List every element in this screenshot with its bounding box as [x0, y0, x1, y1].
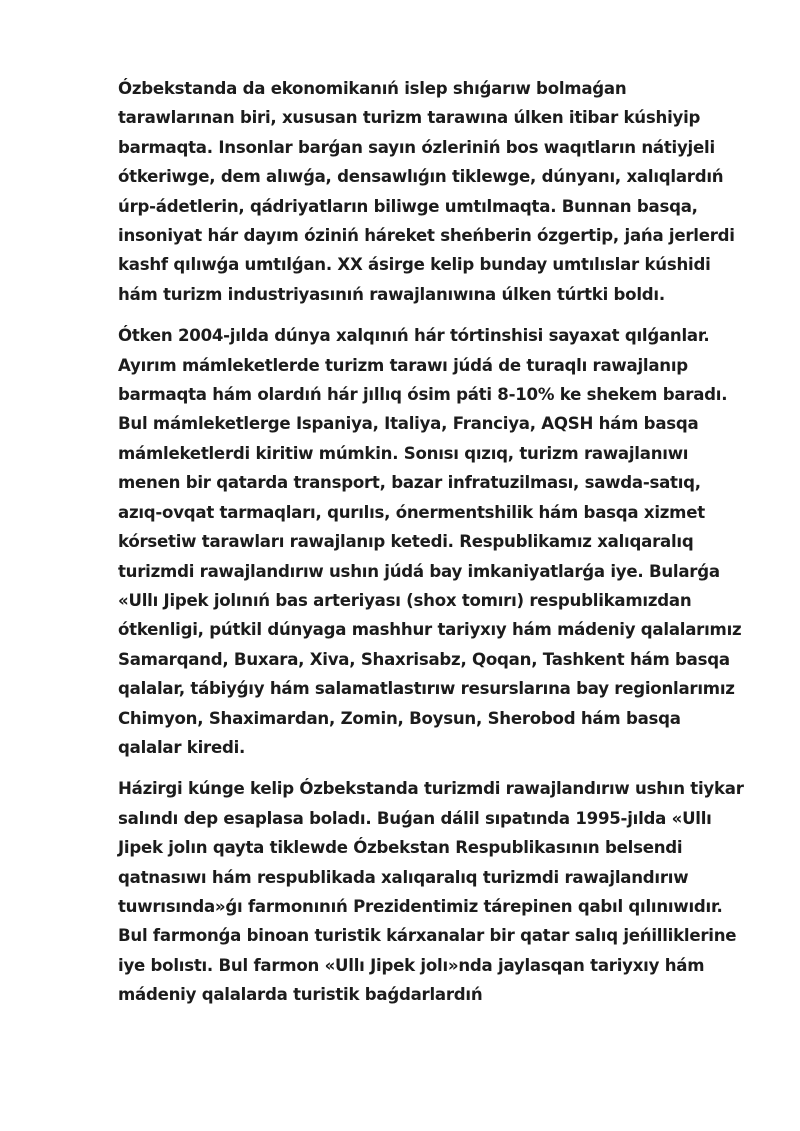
document-page	[118, 74, 746, 1022]
paragraph-tourism-intro: Ózbekstanda da ekonomikanıń islep shıǵarıw bolmaǵan tarawlarınan biri, xususan turizm tarawına úlken itibar kúshiyip barmaqta. Insonlar barǵan sayın ózleriniń bos waqıtların nátiyjeli ótkeriwge, dem alıwǵa, densawlıǵın tiklewge, dúnyanı, xalıqlardıń úrp-ádetlerin, qádriyatların biliwge umtılmaqta. Bunnan basqa, insoniyat hár dayım óziniń háreket sheńberin ózgertip, jańa jerlerdi kashf qılıwǵa umtılǵan. XX ásirge kelip bunday umtılıslar kúshidi hám turizm industriyasınıń rawajlanıwına úlken túrtki boldı.	[118, 79, 735, 304]
paragraph-tourism-uzbekistan: Házirgi kúnge kelip Ózbekstanda turizmdi rawajlandırıw ushın tiykar salındı dep esaplasa boladı. Buǵan dálil sıpatında 1995-jılda «Ullı Jipek jolın qayta tiklewde Ózbekstan Respublikasının belsendi qatnasıwı hám respublikada xalıqaralıq turizmdi rawajlandırıw tuwrısında»ǵı farmonınıń Prezidentimiz tárepinen qabıl qılınıwıdır. Bul farmonǵa binoan turistik kárxanalar bir qatar salıq jeńilliklerine iye bolıstı. Bul farmon «Ullı Jipek jolı»nda jaylasqan tariyxıy hám mádeniy qalalarda turistik baǵdarlardıń	[118, 779, 744, 1005]
paragraph-tourism-growth: Ótken 2004-jılda dúnya xalqınıń hár tórtinshisi sayaxat qılǵanlar. Ayırım mámleketlerde turizm tarawı júdá de turaqlı rawajlanıp barmaqta hám olardıń hár jıllıq ósim páti 8-10% ke shekem baradı. Bul mámleketlerge Ispaniya, Italiya, Franciya, AQSH hám basqa mámleketlerdi kiritiw múmkin. Sonısı qızıq, turizm rawajlanıwı menen bir qatarda transport, bazar infratuzilması, sawda-satıq, azıq-ovqat tarmaqları, qurılıs, ónermentshilik hám basqa xizmet kórsetiw tarawları rawajlanıp ketedi. Respublikamız xalıqaralıq turizmdi rawajlandırıw ushın júdá bay imkaniyatlarǵa iye. Bularǵa «Ullı Jipek jolınıń bas arteriyası (shox tomırı) respublikamızdan ótkenligi, pútkil dúnyaga mashhur tariyxıy hám mádeniy qalalarımız Samarqand, Buxara, Xiva, Shaxrisabz, Qoqan, Tashkent hám basqa qalalar, tábiyǵıy hám salamatlastırıw resurslarına bay regionlarımız Chimyon, Shaximardan, Zomin, Boysun, Sherobod hám basqa qalalar kiredi.	[118, 326, 742, 757]
